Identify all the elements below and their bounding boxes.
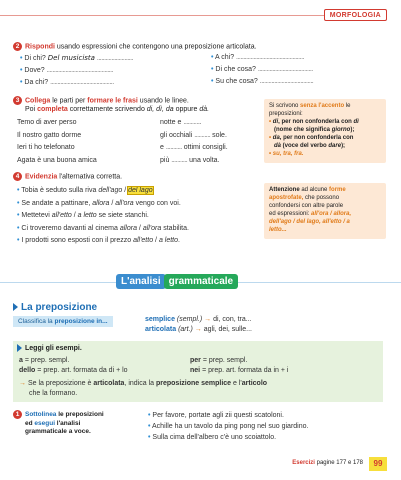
ex3-left-item: Ieri ti ho telefonato	[17, 144, 75, 151]
ex3-instruction: 3 Collega le parti per formare le frasi usando le linee. Poi completa correttamente scrivendo di, dì, da oppure dà.	[13, 96, 209, 114]
section-label: MORFOLOGIA	[324, 9, 387, 21]
ex2-left-col	[20, 53, 210, 88]
ex4-highlight[interactable]: del lago	[128, 187, 153, 194]
example-nei: nei = prep. art. formata da in + i	[190, 367, 289, 374]
triangle-icon	[17, 344, 22, 352]
exercise-ref: Esercizi pagine 177 e 178	[292, 460, 363, 466]
ex4-item: • Se andate a pattinare, allora / all'ora vengo con voi.	[17, 199, 181, 207]
page-number: 99	[369, 457, 387, 471]
ex1-item: • Per favore, portate agli zii questi scatoloni.	[148, 412, 284, 419]
ex4-item: • Ci troveremo davanti al cinema allora / all'ora stabilita.	[17, 224, 189, 232]
example-per: per = prep. sempl.	[190, 357, 248, 364]
ex3-left-item: Agata è una buona amica	[17, 156, 97, 164]
examples-title: Leggi gli esempi.	[17, 344, 82, 352]
ex4-note-box: Attenzione ad alcune forme apostrofate, che possono confondersi con altre parole ed espressioni: all'ora / allora, dell'ago / del lago, all'etto / a letto...	[264, 183, 386, 239]
ex4-instruction: 4 Evidenzia l'alternativa corretta.	[13, 172, 122, 181]
example-dello: dello = prep. art. formata da di + lo	[19, 367, 128, 374]
ex3-right-item: gli occhiali ........... sole.	[160, 131, 227, 139]
ex2-row: • A chi? ...............................................	[211, 54, 304, 61]
ex4-number: 4	[13, 172, 22, 181]
ex2-row: • Su che cosa? .....................................	[211, 78, 314, 85]
classify-box: Classifica la preposizione in...	[13, 316, 113, 327]
example-a: a = prep. sempl.	[19, 357, 70, 364]
ex3-note-box: Si scrivono senza l'accento le preposizioni: • di, per non confonderla con dì (nome che significa giorno); • da, per non confonderla con dà (voce del verbo dare); • su, tra, fra.	[264, 99, 386, 163]
ex1-instruction: 1 Sottolinea le preposizioni ed esegui l'analisi grammaticale a voce.	[13, 410, 104, 437]
ex2-instruction: 2 Rispondi usando espressioni che contengono una preposizione articolata.	[13, 42, 257, 51]
analysis-banner: L'analisi grammaticale	[116, 274, 266, 291]
ex2-row: • Dove? ..............................................	[20, 67, 114, 74]
ex3-right-item: più ........... una volta.	[160, 156, 220, 164]
ex2-row: • Di che cosa? ......................................	[211, 66, 313, 73]
ex3-right-col	[160, 117, 250, 167]
arrow-icon: →	[194, 326, 202, 333]
ex2-row: • Da chi? ............................................	[20, 79, 114, 86]
ex3-right-item: e ........... ottimi consigli.	[160, 144, 228, 151]
section-title: La preposizione	[13, 302, 97, 313]
ex1-item: • Achille ha un tavolo da ping pong nel suo giardino.	[148, 423, 309, 430]
ex2-number: 2	[13, 42, 22, 51]
ex2-right-col	[211, 53, 386, 87]
ex4-item: • I prodotti sono esposti con il prezzo all'etto / a letto.	[17, 237, 180, 244]
ex4-item: • Tobia è seduto sulla riva dell'ago / del lago.	[17, 187, 155, 194]
ex3-left-col	[17, 117, 157, 167]
ex3-right-item: notte e ............	[160, 119, 202, 126]
arrow-icon: →	[19, 380, 26, 387]
ex3-number: 3	[13, 96, 22, 105]
ex3-left-item: Il nostro gatto dorme	[17, 131, 82, 139]
ex2-row: • Di chi? Del musicista .........................	[20, 54, 134, 62]
prep-types: semplice (sempl.) → di, con, tra... articolata (art.) → agli, dei, sulle...	[145, 316, 252, 333]
examples-note: → Se la preposizione è articolata, indica la preposizione semplice e l'articolo che la formano.	[19, 380, 268, 397]
triangle-icon	[13, 303, 18, 311]
ex1-item: • Sulla cima dell'albero c'è uno scoiattolo.	[148, 434, 277, 441]
ex3-left-item: Temo di aver perso	[17, 119, 77, 126]
ex4-item: • Mettetevi all'etto / a letto se siete stanchi.	[17, 212, 149, 219]
ex1-number: 1	[13, 410, 22, 419]
ex1-list	[148, 410, 388, 443]
arrow-icon: →	[204, 316, 212, 323]
ex4-list	[17, 185, 262, 248]
